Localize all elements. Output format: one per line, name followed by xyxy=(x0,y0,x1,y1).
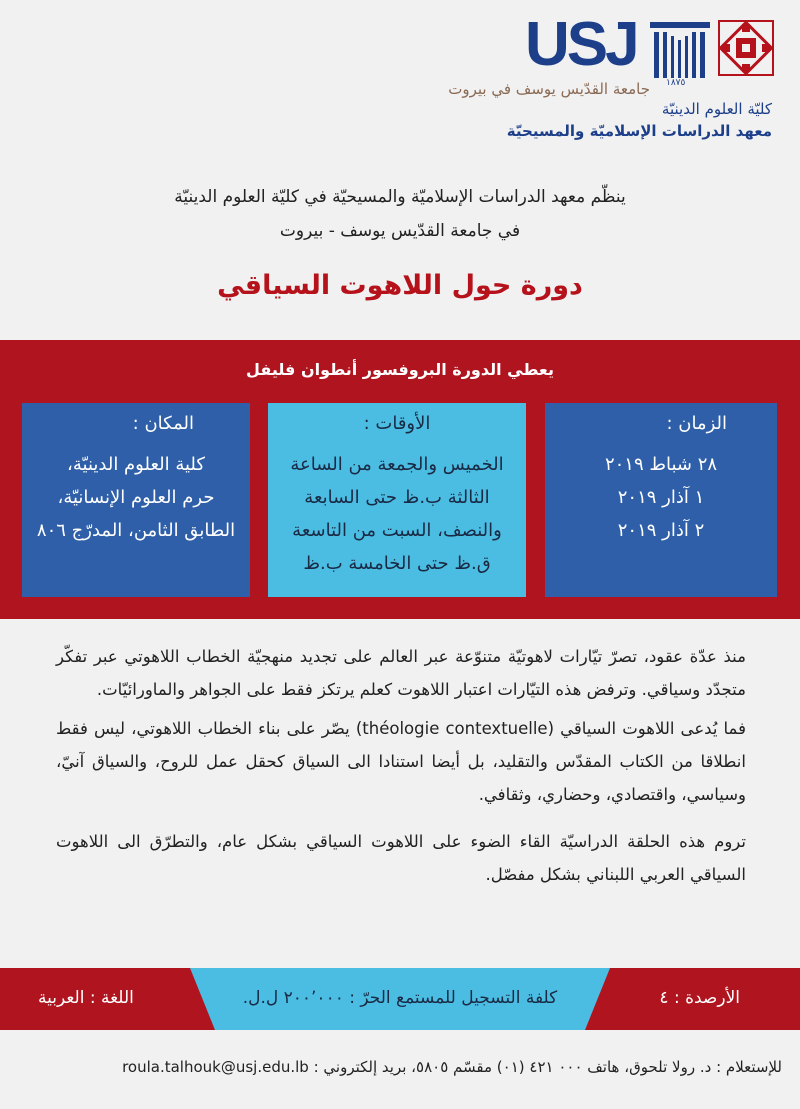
logo-year: ١٨٧٥ xyxy=(666,78,686,88)
hours-line: الخميس والجمعة من الساعة xyxy=(290,454,504,475)
contact-info: للإستعلام : د. رولا تلحوق، هاتف ٠٠٠ ٤٢١ (٠١) مقسّم ٥٨٠٥، بريد إلكتروني : roula.talhouk@usj.edu.lb xyxy=(122,1058,782,1076)
course-title: دورة حول اللاهوت السياقي xyxy=(217,270,583,301)
usj-seal-icon xyxy=(718,20,774,76)
place-heading: المكان : xyxy=(132,413,194,434)
usj-logo-text: USJ xyxy=(525,10,637,79)
body-paragraph-2: فما يُدعى اللاهوت السياقي (théologie contextuelle) يصّر على بناء الخطاب اللاهوتي، ليس فقط انطلاقا من الكتاب المقدّس والتقليد، بل أيضا استنادا الى السياق كحقل عمل للروح، والسياق آنيّ، وسياسي، واقتصادي، وحضاري، وثقافي. xyxy=(56,719,746,804)
hours-column xyxy=(268,403,526,597)
hours-heading: الأوقات : xyxy=(363,413,431,434)
university-name: جامعة القدّيس يوسف في بيروت xyxy=(448,80,650,98)
hours-line: والنصف، السبت من التاسعة xyxy=(292,520,502,541)
hours-line: ق.ظ حتى الخامسة ب.ظ xyxy=(303,553,491,574)
credits: الأرصدة : ٤ xyxy=(659,988,740,1008)
time-line: ٢٨ شباط ٢٠١٩ xyxy=(604,454,718,475)
intro-line-2: في جامعة القدّيس يوسف - بيروت xyxy=(279,221,521,241)
time-line: ١ آذار ٢٠١٩ xyxy=(617,487,705,508)
intro-text xyxy=(0,180,800,248)
time-heading: الزمان : xyxy=(666,413,727,434)
intro-line-1: ينظّم معهد الدراسات الإسلاميّة والمسيحيّة في كليّة العلوم الدينيّة xyxy=(174,187,626,207)
place-line: الطابق الثامن، المدرّج ٨٠٦ xyxy=(36,520,236,541)
header xyxy=(0,0,800,150)
time-column xyxy=(545,403,777,597)
place-line: كلية العلوم الدينيّة، xyxy=(67,454,205,475)
body-paragraph-1: منذ عدّة عقود، تصرّ تيّارات لاهوتيّة متنوّعة عبر العالم على تجديد منهجيّة الخطاب اللاهوتي عبر تفكّر متجدّد وسياقي. وترفض هذه التيّارات اعتبار اللاهوت كعلم يرتكز فقط على الجواهر والماورائيّات. xyxy=(56,647,746,699)
instructor-line: يعطي الدورة البروفسور أنطوان فليفل xyxy=(246,360,554,379)
institute-name: معهد الدراسات الإسلاميّة والمسيحيّة xyxy=(506,122,772,140)
hours-line: الثالثة ب.ظ حتى السابعة xyxy=(304,487,490,508)
time-line: ٢ آذار ٢٠١٩ xyxy=(617,520,705,541)
body-paragraph-3: تروم هذه الحلقة الدراسيّة القاء الضوء على اللاهوت السياقي بشكل عام، والتطرّق الى اللاهوت السياقي العربي اللبناني بشكل مفصّل. xyxy=(56,832,746,884)
body-text xyxy=(56,640,746,897)
registration-fee: كلفة التسجيل للمستمع الحرّ : ٢٠٠٬٠٠٠ ل.ل. xyxy=(242,988,558,1008)
language: اللغة : العربية xyxy=(38,988,134,1008)
usj-logo-bars-icon xyxy=(650,22,710,78)
place-line: حرم العلوم الإنسانيّة، xyxy=(57,487,215,508)
place-column xyxy=(22,403,250,597)
faculty-name: كليّة العلوم الدينيّة xyxy=(661,100,772,118)
